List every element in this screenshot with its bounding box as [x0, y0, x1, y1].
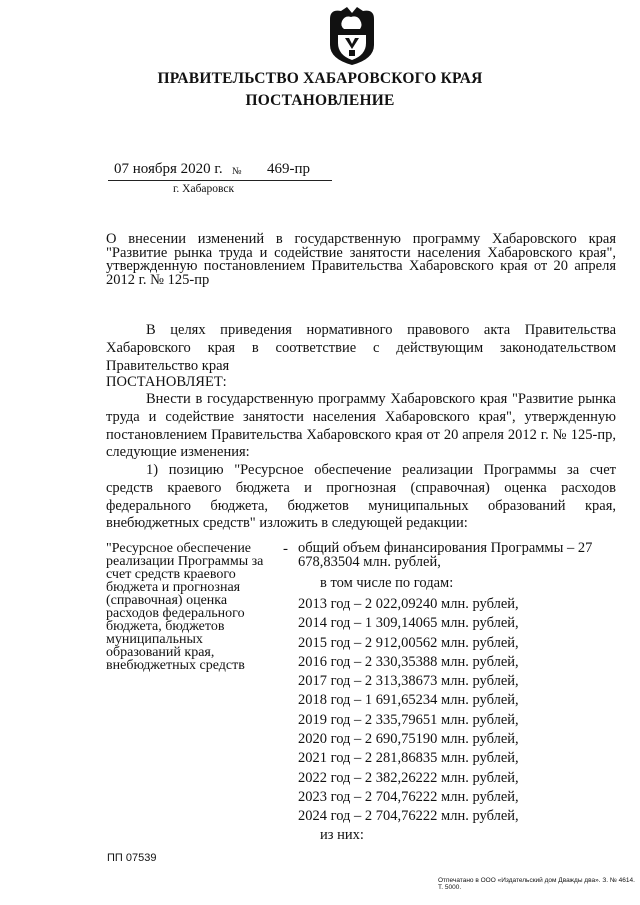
total-financing: общий объем финансирования Программы – 27 678,83504 млн. рублей, — [298, 540, 593, 570]
list-item: 2019 год – 2 335,79651 млн. рублей, — [298, 711, 519, 728]
years-list — [298, 595, 519, 827]
document-subject: О внесении изменений в государственную программу Хабаровского края "Развитие рынка труда и содействие занятости населения Хабаровского края", утвержденную постановлением Правительства Хабаровского края от 20 апреля 2012 г. № 125-пр — [106, 231, 616, 288]
list-item: 2014 год – 1 309,14065 млн. рублей, — [298, 615, 519, 632]
intro-paragraph: В целях приведения нормативного правового акта Правительства Хабаровского края в соответствие с действующим законодательством Правительство края — [106, 322, 616, 374]
list-item: 2024 год – 2 704,76222 млн. рублей, — [298, 808, 519, 825]
list-item: 2016 год – 2 330,35388 млн. рублей, — [298, 653, 519, 670]
list-item: 2015 год – 2 912,00562 млн. рублей, — [298, 634, 519, 651]
list-item: 2020 год – 2 690,75190 млн. рублей, — [298, 731, 519, 748]
document-date: 07 ноября 2020 г. — [114, 161, 223, 177]
number-label: № — [232, 166, 242, 177]
list-item: 2023 год – 2 704,76222 млн. рублей, — [298, 788, 519, 805]
document-type: ПОСТАНОВЛЕНИЕ — [245, 92, 395, 109]
table-left-cell: "Ресурсное обеспечение реализации Программы за счет средств краевого бюджета и прогнозная (справочная) оценка расходов федерального бюджета, бюджетов муниципальных образований края, внебюджетных средств — [106, 541, 264, 673]
paragraph-item-1: 1) позицию "Ресурсное обеспечение реализации Программы за счет средств краевого бюджета и прогнозная (справочная) оценка расходов федерального бюджета, бюджетов муниципальных образований края, внебюджетных средств" изложить в следующей редакции: — [106, 462, 616, 532]
of-them-label: из них: — [320, 827, 364, 843]
printer-note: Отпечатано в ООО «Издательский дом Дважды два». З. № 4614. Т. 5000. — [438, 877, 635, 891]
document-id: ПП 07539 — [107, 852, 157, 864]
decree-heading: ПОСТАНОВЛЯЕТ: — [106, 374, 227, 390]
paragraph-amendment: Внести в государственную программу Хабаровского края "Развитие рынка труда и содействие занятости населения Хабаровского края", утвержденную постановлением Правительства Хабаровского края от 20 апреля 2012 г. № 125-пр, следующие изменения: — [106, 391, 616, 461]
organization-title: ПРАВИТЕЛЬСТВО ХАБАРОВСКОГО КРАЯ — [157, 70, 483, 87]
list-item: 2021 год – 2 281,86835 млн. рублей, — [298, 750, 519, 767]
table-dash: - — [283, 541, 288, 557]
years-label: в том числе по годам: — [320, 575, 454, 591]
coat-of-arms-icon — [327, 5, 377, 67]
city: г. Хабаровск — [173, 183, 235, 195]
list-item: 2017 год – 2 313,38673 млн. рублей, — [298, 673, 519, 690]
list-item: 2018 год – 1 691,65234 млн. рублей, — [298, 692, 519, 709]
document-number: 469-пр — [267, 161, 311, 177]
date-underline — [108, 180, 332, 181]
list-item: 2013 год – 2 022,09240 млн. рублей, — [298, 596, 519, 612]
list-item: 2022 год – 2 382,26222 млн. рублей, — [298, 769, 519, 786]
